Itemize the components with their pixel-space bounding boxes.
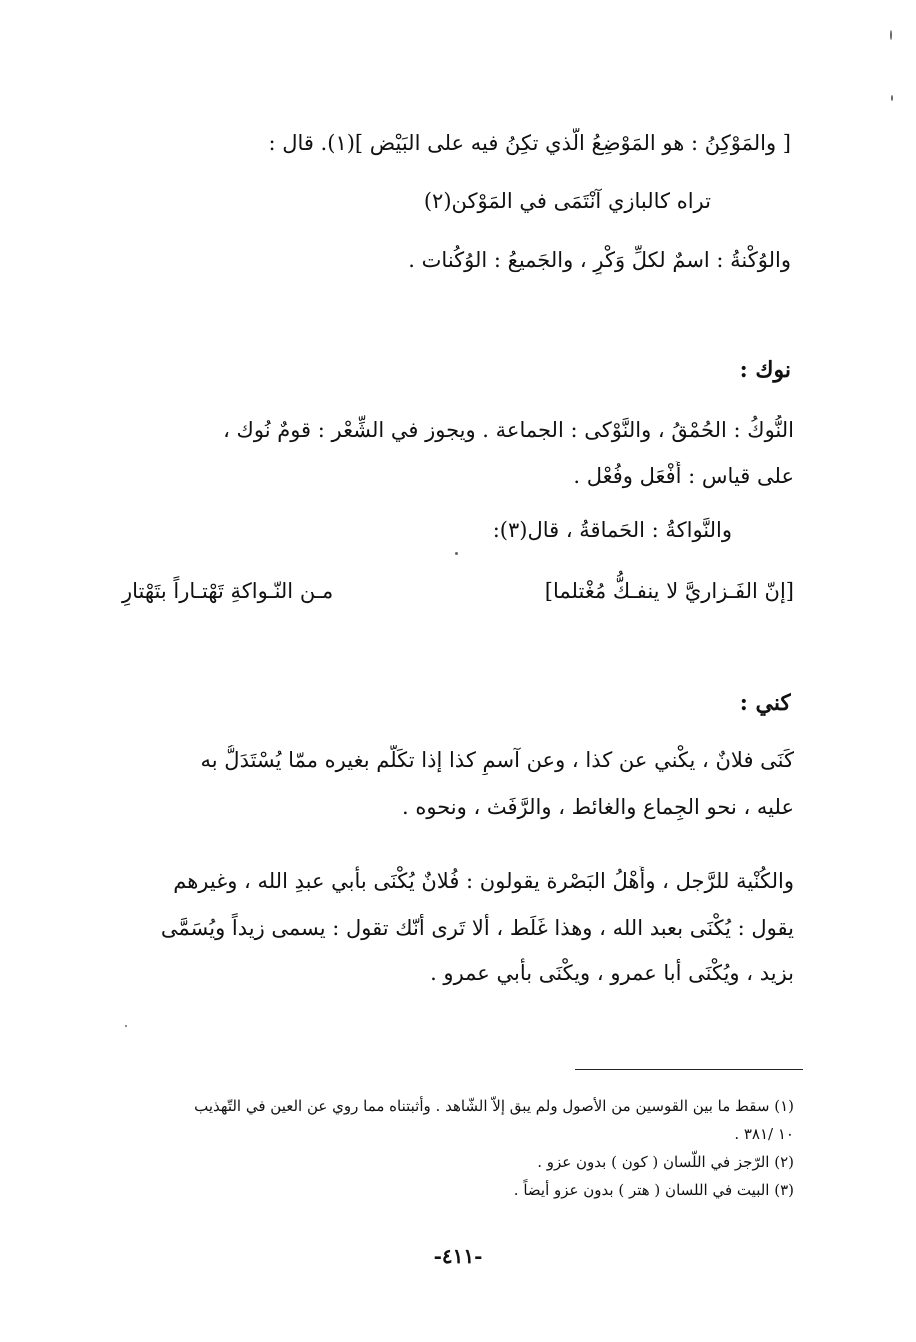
poetry-verse-nawk (122, 575, 794, 607)
verse-second-hemistich: مـن النّـواكةِ تَهْتـاراً بتَهْتارِ (122, 579, 334, 603)
entry-heading-nawk: نوك : (739, 357, 791, 383)
entry-nawk-line-1: النُّوكُ : الحُمْقُ ، والنَّوْكى : الجماعة . ويجوز في الشِّعْر : قومٌ نُوك ، (223, 418, 794, 442)
entry-kny-line-3: والكُنْية للرَّجل ، وأَهْلُ البَصْرة يقولون : فُلانٌ يُكْنَى بأبي عبدِ الله ، وغيرهم (173, 869, 794, 893)
scan-speck (891, 95, 893, 101)
page-number: -٤١١- (433, 1244, 483, 1268)
footnote-2: (٢) الرّجز في اللّسان ( كون ) بدون عزو . (537, 1153, 794, 1171)
entry-kny-line-4: يقول : يُكْنَى بعبد الله ، وهذا غَلَط ، ألا تَرى أنّك تقول : يسمى زيداً ويُسَمَّى (160, 916, 794, 940)
footnote-1-line-1: (١) سقط ما بين القوسين من الأصول ولم يبق إلاّ الشّاهد . وأثبتناه مما روي عن العين في التّهذيب (194, 1097, 794, 1115)
entry-mokin-line-1: [ والمَوْكِنُ : هو المَوْضِعُ الّذي تكِنُ فيه على البَيْض ](١). قال : (268, 131, 791, 155)
scan-speck (125, 1025, 127, 1027)
entry-heading-kny: كني : (739, 690, 791, 716)
entry-nawk-line-3: والنَّواكةُ : الحَماقةُ ، قال(٣): (492, 518, 732, 542)
entry-kny-line-1: كَنَى فلانٌ ، يكْني عن كذا ، وعن آسمٍ كذا إذا تكَلَّم بغيره ممّا يُسْتَدَلُّ به (200, 748, 794, 772)
footnote-3: (٣) البيت في اللسان ( هتر ) بدون عزو أيضاً . (513, 1181, 794, 1199)
entry-mokin-line-3: والوُكْنةُ : اسمٌ لكلِّ وَكْرٍ ، والجَميعُ : الوُكُنات . (408, 248, 791, 272)
scan-speck (455, 552, 458, 555)
footnote-separator (575, 1069, 803, 1070)
footnote-1-line-2: ١٠ /٣٨١ . (734, 1125, 794, 1143)
entry-kny-line-2: عليه ، نحو الجِماع والغائط ، والرَّفَث ، ونحوه . (402, 795, 794, 819)
verse-first-hemistich: [إنّ الفَـزاريَّ لا ينفـكُّ مُغْتلما] (544, 579, 794, 603)
entry-mokin-verse: تراه كالبازي آنْتَمَى في المَوْكن(٢) (423, 189, 711, 213)
scan-speck (890, 30, 892, 40)
entry-kny-line-5: بزيد ، ويُكْنَى أبا عمرو ، ويكْنَى بأبي عمرو . (430, 961, 794, 985)
entry-nawk-line-2: على قياس : أَفْعَل وفُعْل . (573, 464, 794, 488)
